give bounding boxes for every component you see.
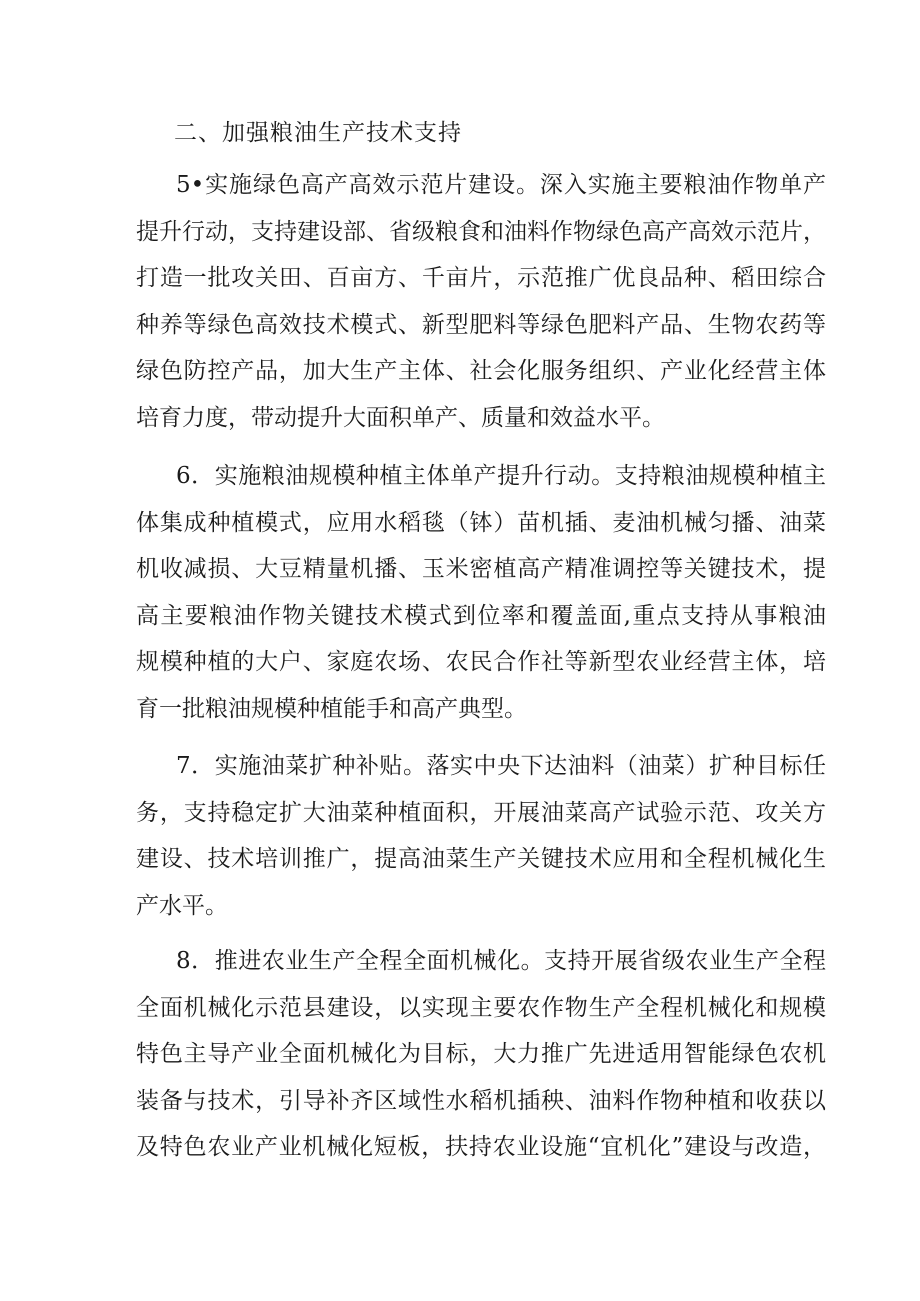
paragraph-line: 及特色农业产业机械化短板，扶持农业设施“宜机化”建设与改造， bbox=[136, 1134, 826, 1160]
paragraph-line: 提升行动，支持建设部、省级粮食和油料作物绿色高产高效示范片， bbox=[136, 218, 826, 245]
paragraph-line: 5•实施绿色高产高效示范片建设。深入实施主要粮油作物单产 bbox=[176, 172, 826, 198]
paragraph-line: 特色主导产业全面机械化为目标，大力推广先进适用智能绿色农机 bbox=[136, 1041, 826, 1067]
paragraph-line: 产水平。 bbox=[136, 892, 228, 919]
paragraph-line: 打造一批攻关田、百亩方、千亩片，示范推广优良品种、稻田综合 bbox=[136, 265, 826, 291]
paragraph-7 bbox=[136, 743, 826, 929]
section-heading: 二、加强粮油生产技术支持 bbox=[174, 120, 462, 146]
paragraph-line: 培育力度，带动提升大面积单产、质量和效益水平。 bbox=[136, 404, 665, 431]
paragraph-6 bbox=[136, 453, 826, 732]
paragraph-line: 绿色防控产品，加大生产主体、社会化服务组织、产业化经营主体 bbox=[136, 358, 826, 384]
paragraph-line: 7．实施油菜扩种补贴。落实中央下达油料（油菜）扩种目标任 bbox=[176, 753, 826, 779]
paragraph-line: 建设、技术培训推广，提高油菜生产关键技术应用和全程机械化生 bbox=[136, 846, 826, 872]
paragraph-line: 务，支持稳定扩大油菜种植面积，开展油菜高产试验示范、攻关方 bbox=[136, 799, 826, 826]
paragraph-line: 高主要粮油作物关键技术模式到位率和覆盖面,重点支持从事粮油 bbox=[136, 602, 826, 629]
paragraph-5 bbox=[136, 162, 826, 441]
paragraph-line: 育一批粮油规模种植能手和高产典型。 bbox=[136, 695, 527, 722]
paragraph-8 bbox=[136, 938, 826, 1171]
paragraph-line: 机收减损、大豆精量机播、玉米密植高产精准调控等关键技术，提 bbox=[136, 556, 826, 582]
paragraph-line: 6．实施粮油规模种植主体单产提升行动。支持粮油规模种植主 bbox=[176, 463, 826, 489]
paragraph-line: 全面机械化示范县建设，以实现主要农作物生产全程机械化和规模 bbox=[136, 994, 826, 1021]
paragraph-line: 规模种植的大户、家庭农场、农民合作社等新型农业经营主体，培 bbox=[136, 649, 826, 675]
paragraph-line: 种养等绿色高效技术模式、新型肥料等绿色肥料产品、生物农药等 bbox=[136, 311, 826, 338]
paragraph-line: 装备与技术，引导补齐区域性水稻机插秧、油料作物种植和收获以 bbox=[136, 1087, 826, 1114]
paragraph-line: 体集成种植模式，应用水稻毯（钵）苗机插、麦油机械匀播、油菜 bbox=[136, 509, 826, 536]
paragraph-line: 8．推进农业生产全程全面机械化。支持开展省级农业生产全程 bbox=[176, 948, 826, 974]
